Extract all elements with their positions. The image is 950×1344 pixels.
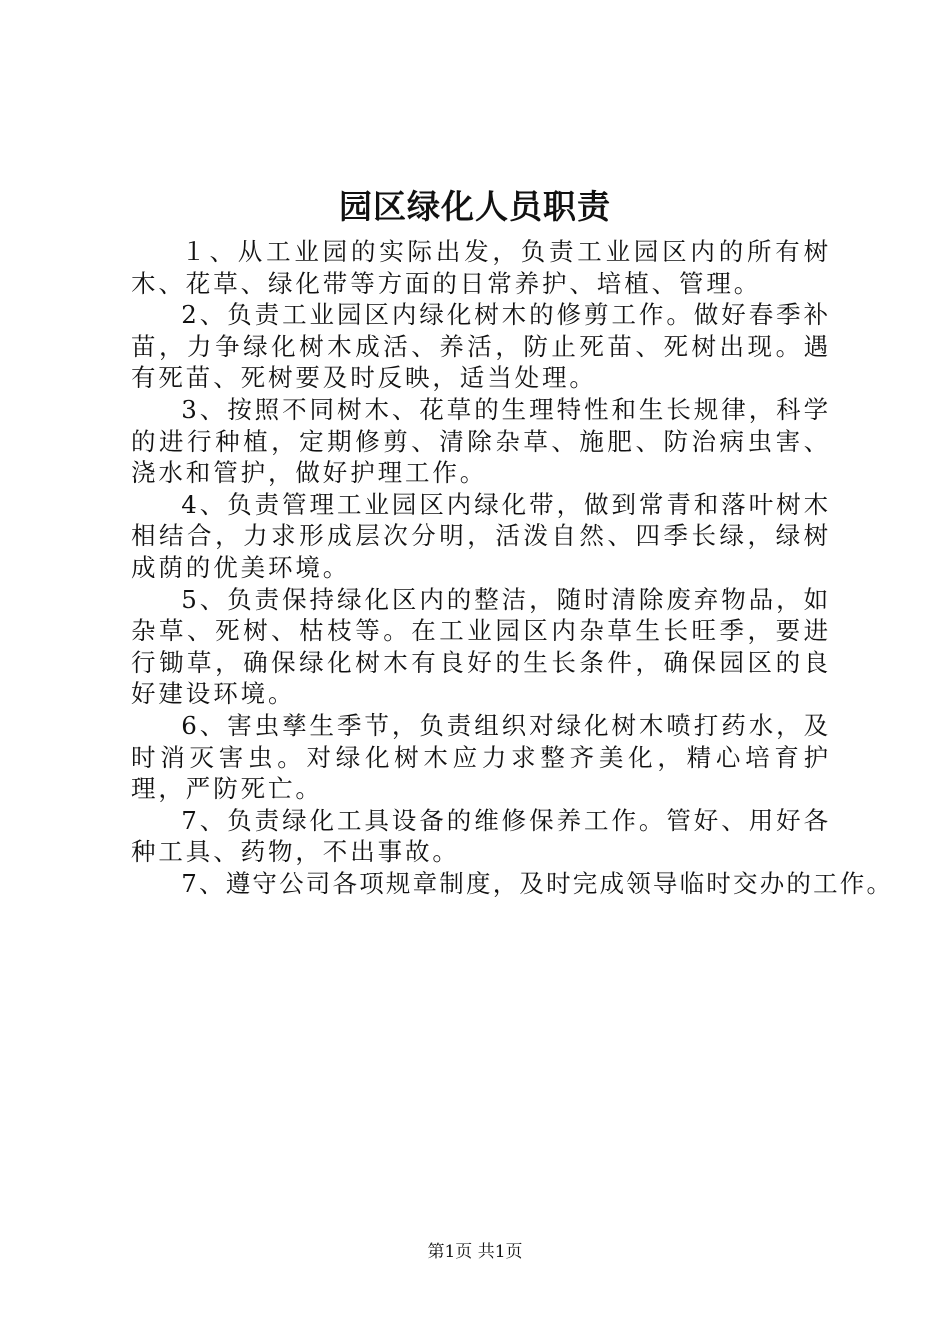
- document-title: 园区绿化人员职责: [339, 187, 611, 226]
- paragraph-1: １、从工业园的实际出发，负责工业园区内的所有树木、花草、绿化带等方面的日常养护、培植、管理。: [131, 237, 831, 298]
- paragraph-3: 3、按照不同树木、花草的生理特性和生长规律，科学的进行种植，定期修剪、清除杂草、施肥、防治病虫害、浇水和管护，做好护理工作。: [131, 394, 831, 488]
- paragraph-4: 4、负责管理工业园区内绿化带，做到常青和落叶树木相结合，力求形成层次分明，活泼自然、四季长绿，绿树成荫的优美环境。: [131, 489, 831, 582]
- paragraph-8: 7、遵守公司各项规章制度，及时完成领导临时交办的工作。: [181, 868, 894, 898]
- paragraph-7: 7、负责绿化工具设备的维修保养工作。管好、用好各种工具、药物，不出事故。: [131, 805, 831, 867]
- paragraph-6: 6、害虫孳生季节，负责组织对绿化树木喷打药水，及时消灭害虫。对绿化树木应力求整齐美化，精心培育护理，严防死亡。: [131, 710, 831, 804]
- paragraph-2: 2、负责工业园区内绿化树木的修剪工作。做好春季补苗，力争绿化树木成活、养活，防止死苗、死树出现。遇有死苗、死树要及时反映，适当处理。: [131, 300, 831, 393]
- paragraph-5: 5、负责保持绿化区内的整洁，随时清除废弃物品，如杂草、死树、枯枝等。在工业园区内杂草生长旺季，要进行锄草，确保绿化树木有良好的生长条件，确保园区的良好建设环境。: [131, 584, 831, 709]
- document-body: [131, 236, 894, 899]
- page-footer: 第1页 共1页: [427, 1242, 523, 1262]
